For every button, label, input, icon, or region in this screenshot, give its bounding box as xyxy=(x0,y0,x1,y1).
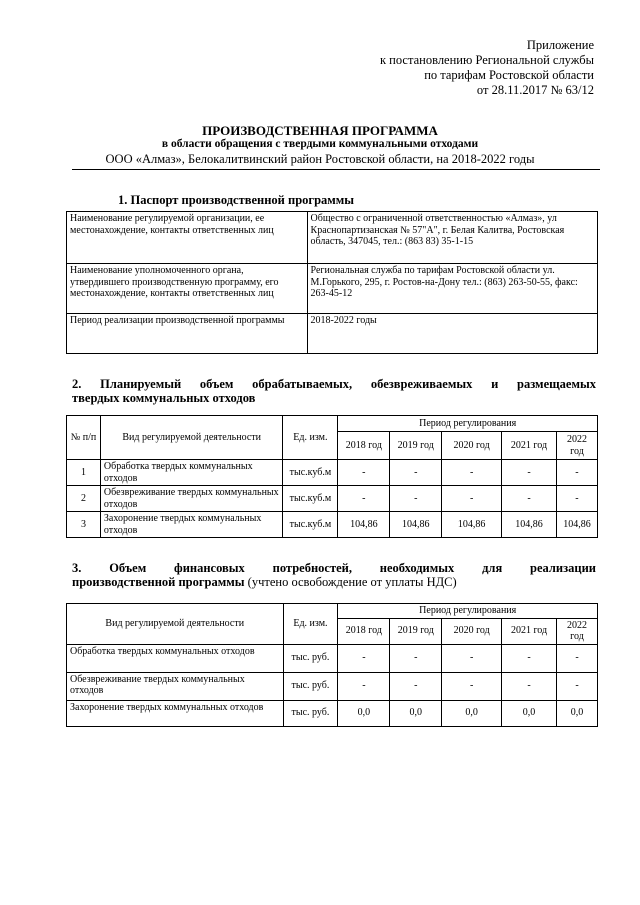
row-value: - xyxy=(556,486,597,512)
table-row xyxy=(67,212,598,264)
year-header: 2018 год xyxy=(338,618,390,644)
column-header-unit: Ед. изм. xyxy=(283,604,338,645)
passport-value: Региональная служба по тарифам Ростовской области ул. М.Горького, 295, г. Ростов-на-Дону тел.: (863) 263-50-55, факс: 263-45-12 xyxy=(307,264,597,314)
document-subtitle: в области обращения с твердыми коммунальными отходами xyxy=(161,138,479,150)
volume-table xyxy=(66,415,598,538)
year-header: 2021 год xyxy=(502,618,557,644)
row-value: - xyxy=(502,486,557,512)
row-value: 0,0 xyxy=(502,700,557,726)
table-row xyxy=(67,486,598,512)
row-value: 0,0 xyxy=(390,700,442,726)
row-value: - xyxy=(442,672,502,700)
table-row xyxy=(67,314,598,354)
column-header-activity: Вид регулируемой деятельности xyxy=(67,604,284,645)
section3-heading: 3. Объем финансовых потребностей, необходимых для реализации xyxy=(72,561,596,575)
row-activity: Обезвреживание твердых коммунальных отходов xyxy=(67,672,284,700)
year-header: 2022 год xyxy=(556,432,597,460)
appendix-block xyxy=(380,38,594,98)
section3-heading-bold: производственной программы xyxy=(72,575,245,589)
year-header: 2019 год xyxy=(390,432,442,460)
row-activity: Обработка твердых коммунальных отходов xyxy=(67,644,284,672)
row-value: - xyxy=(442,460,502,486)
year-header: 2022 год xyxy=(556,618,597,644)
row-value: - xyxy=(338,486,390,512)
appendix-line: от 28.11.2017 № 63/12 xyxy=(476,83,594,97)
table-header-row xyxy=(67,416,598,432)
section3-heading-note: (учтено освобождение от уплаты НДС) xyxy=(244,575,457,589)
row-value: - xyxy=(502,672,557,700)
row-value: 104,86 xyxy=(390,512,442,538)
row-activity: Обезвреживание твердых коммунальных отходов xyxy=(100,486,283,512)
passport-value: Общество с ограниченной ответственностью «Алмаз», ул Краснопартизанская № 57"А", г. Белая Калитва, Ростовская область, 347045, тел.: (863 83) 35-1-15 xyxy=(307,212,597,264)
column-header-period: Период регулирования xyxy=(338,416,598,432)
title-divider xyxy=(72,169,600,170)
year-header: 2020 год xyxy=(442,618,502,644)
row-value: - xyxy=(442,486,502,512)
row-value: - xyxy=(556,672,597,700)
year-header: 2019 год xyxy=(390,618,442,644)
row-unit: тыс.куб.м xyxy=(283,512,338,538)
column-header-unit: Ед. изм. xyxy=(283,416,338,460)
row-value: 0,0 xyxy=(556,700,597,726)
column-header-activity: Вид регулируемой деятельности xyxy=(100,416,283,460)
row-unit: тыс. руб. xyxy=(283,672,338,700)
table-row xyxy=(67,460,598,486)
table-row xyxy=(67,512,598,538)
passport-label: Наименование регулируемой организации, ее местонахождение, контакты ответственных лиц xyxy=(67,212,308,264)
column-header-num: № п/п xyxy=(67,416,101,460)
section2-heading-cont: твердых коммунальных отходов xyxy=(72,391,256,405)
appendix-line: Приложение xyxy=(526,38,594,52)
document-title: ПРОИЗВОДСТВЕННАЯ ПРОГРАММА xyxy=(202,123,438,138)
row-unit: тыс. руб. xyxy=(283,700,338,726)
row-num: 1 xyxy=(67,460,101,486)
year-header: 2021 год xyxy=(502,432,557,460)
row-value: - xyxy=(390,460,442,486)
appendix-line: к постановлению Региональной службы xyxy=(379,53,594,67)
table-row xyxy=(67,700,598,726)
passport-value: 2018-2022 годы xyxy=(307,314,597,354)
row-value: - xyxy=(390,644,442,672)
document-organization: ООО «Алмаз», Белокалитвинский район Ростовской области, на 2018-2022 годы xyxy=(105,152,535,166)
row-activity: Захоронение твердых коммунальных отходов xyxy=(67,700,284,726)
row-activity: Захоронение твердых коммунальных отходов xyxy=(100,512,283,538)
section1-heading: 1. Паспорт производственной программы xyxy=(118,193,355,207)
passport-table xyxy=(66,211,598,354)
row-value: - xyxy=(390,672,442,700)
row-value: - xyxy=(556,644,597,672)
row-value: 104,86 xyxy=(442,512,502,538)
row-num: 2 xyxy=(67,486,101,512)
passport-label: Период реализации производственной программы xyxy=(67,314,308,354)
row-value: - xyxy=(556,460,597,486)
section2-heading: 2. Планируемый объем обрабатываемых, обезвреживаемых и размещаемых xyxy=(72,377,596,391)
section3-heading-cont xyxy=(72,575,457,590)
row-value: 0,0 xyxy=(442,700,502,726)
row-value: - xyxy=(338,644,390,672)
year-header: 2020 год xyxy=(442,432,502,460)
table-row xyxy=(67,672,598,700)
row-value: - xyxy=(502,460,557,486)
table-row xyxy=(67,644,598,672)
passport-label: Наименование уполномоченного органа, утвердившего производственную программу, его местонахождение, контакты ответственных лиц xyxy=(67,264,308,314)
row-value: 104,86 xyxy=(502,512,557,538)
table-header-row xyxy=(67,604,598,619)
row-value: - xyxy=(390,486,442,512)
row-value: - xyxy=(338,672,390,700)
row-value: - xyxy=(442,644,502,672)
appendix-line: по тарифам Ростовской области xyxy=(424,68,594,82)
row-value: 104,86 xyxy=(338,512,390,538)
row-unit: тыс.куб.м xyxy=(283,486,338,512)
year-header: 2018 год xyxy=(338,432,390,460)
row-unit: тыс. руб. xyxy=(283,644,338,672)
row-value: 0,0 xyxy=(338,700,390,726)
row-value: 104,86 xyxy=(556,512,597,538)
row-activity: Обработка твердых коммунальных отходов xyxy=(100,460,283,486)
column-header-period: Период регулирования xyxy=(338,604,598,619)
row-value: - xyxy=(502,644,557,672)
finance-table xyxy=(66,603,598,727)
table-row xyxy=(67,264,598,314)
row-value: - xyxy=(338,460,390,486)
row-unit: тыс.куб.м xyxy=(283,460,338,486)
row-num: 3 xyxy=(67,512,101,538)
